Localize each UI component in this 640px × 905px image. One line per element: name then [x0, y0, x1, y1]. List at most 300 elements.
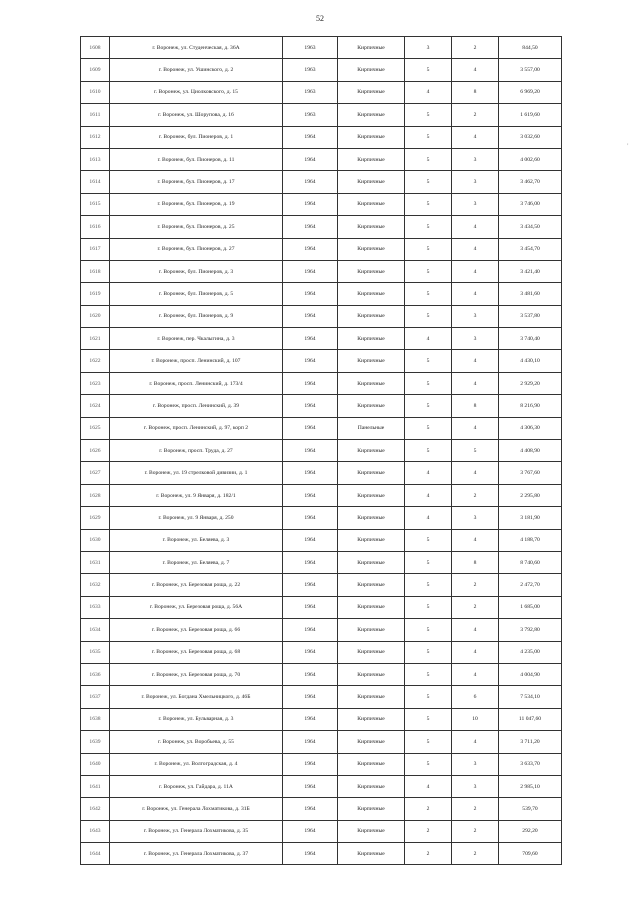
area-cell: 3 032,60 — [499, 126, 562, 148]
row-number-cell: 1624 — [81, 395, 110, 417]
entrances-cell: 2 — [452, 484, 499, 506]
entrances-cell: 4 — [452, 59, 499, 81]
table-row — [81, 283, 562, 305]
wall-material-cell: Кирпичные — [338, 462, 405, 484]
wall-material-cell: Кирпичные — [338, 731, 405, 753]
floors-cell: 2 — [405, 843, 452, 865]
entrances-cell: 4 — [452, 260, 499, 282]
table-row — [81, 305, 562, 327]
wall-material-cell: Кирпичные — [338, 171, 405, 193]
table-row — [81, 462, 562, 484]
floors-cell: 3 — [405, 37, 452, 59]
row-number-cell: 1614 — [81, 171, 110, 193]
year-built-cell: 1964 — [283, 193, 338, 215]
wall-material-cell: Кирпичные — [338, 126, 405, 148]
entrances-cell: 3 — [452, 305, 499, 327]
stray-mark: , — [627, 140, 629, 146]
area-cell: 3 454,70 — [499, 238, 562, 260]
table-row — [81, 641, 562, 663]
year-built-cell: 1964 — [283, 775, 338, 797]
floors-cell: 5 — [405, 619, 452, 641]
table-row — [81, 148, 562, 170]
wall-material-cell: Кирпичные — [338, 641, 405, 663]
address-cell: г. Воронеж, ул. 9 Января, д. 250 — [110, 507, 283, 529]
address-cell: г. Воронеж, ул. Воробьева, д. 55 — [110, 731, 283, 753]
entrances-cell: 3 — [452, 148, 499, 170]
row-number-cell: 1621 — [81, 328, 110, 350]
table-row — [81, 686, 562, 708]
area-cell: 4 430,10 — [499, 350, 562, 372]
entrances-cell: 2 — [452, 843, 499, 865]
area-cell: 3 746,00 — [499, 193, 562, 215]
row-number-cell: 1615 — [81, 193, 110, 215]
area-cell: 4 188,70 — [499, 529, 562, 551]
wall-material-cell: Кирпичные — [338, 663, 405, 685]
year-built-cell: 1964 — [283, 238, 338, 260]
floors-cell: 5 — [405, 59, 452, 81]
year-built-cell: 1964 — [283, 260, 338, 282]
floors-cell: 4 — [405, 775, 452, 797]
row-number-cell: 1643 — [81, 820, 110, 842]
area-cell: 3 633,70 — [499, 753, 562, 775]
wall-material-cell: Кирпичные — [338, 238, 405, 260]
year-built-cell: 1964 — [283, 507, 338, 529]
address-cell: г. Воронеж, ул. Генерала Лохматикова, д. 35 — [110, 820, 283, 842]
row-number-cell: 1623 — [81, 372, 110, 394]
area-cell: 3 434,50 — [499, 216, 562, 238]
address-cell: г. Воронеж, ул. Ушинского, д. 2 — [110, 59, 283, 81]
area-cell: 11 047,60 — [499, 708, 562, 730]
row-number-cell: 1617 — [81, 238, 110, 260]
year-built-cell: 1964 — [283, 798, 338, 820]
address-cell: г. Воронеж, ул. Бульварная, д. 3 — [110, 708, 283, 730]
area-cell: 4 002,60 — [499, 148, 562, 170]
floors-cell: 5 — [405, 350, 452, 372]
floors-cell: 5 — [405, 708, 452, 730]
table-row — [81, 328, 562, 350]
year-built-cell: 1964 — [283, 417, 338, 439]
area-cell: 1 619,60 — [499, 104, 562, 126]
address-cell: г. Воронеж, бул. Пионеров, д. 3 — [110, 260, 283, 282]
area-cell: 4 235,00 — [499, 641, 562, 663]
row-number-cell: 1630 — [81, 529, 110, 551]
row-number-cell: 1637 — [81, 686, 110, 708]
wall-material-cell: Кирпичные — [338, 529, 405, 551]
table-row — [81, 619, 562, 641]
row-number-cell: 1644 — [81, 843, 110, 865]
row-number-cell: 1618 — [81, 260, 110, 282]
entrances-cell: 3 — [452, 328, 499, 350]
year-built-cell: 1964 — [283, 283, 338, 305]
year-built-cell: 1964 — [283, 731, 338, 753]
address-cell: г. Воронеж, бул. Пионеров, д. 5 — [110, 283, 283, 305]
wall-material-cell: Кирпичные — [338, 820, 405, 842]
area-cell: 3 557,00 — [499, 59, 562, 81]
entrances-cell: 3 — [452, 507, 499, 529]
year-built-cell: 1964 — [283, 484, 338, 506]
floors-cell: 5 — [405, 193, 452, 215]
area-cell: 3 421,40 — [499, 260, 562, 282]
address-cell: г. Воронеж, бул. Пионеров, д. 17 — [110, 171, 283, 193]
address-cell: г. Воронеж, ул. Беляева, д. 7 — [110, 551, 283, 573]
address-cell: г. Воронеж, просп. Ленинский, д. 97, корп 2 — [110, 417, 283, 439]
row-number-cell: 1613 — [81, 148, 110, 170]
table-row — [81, 843, 562, 865]
year-built-cell: 1964 — [283, 574, 338, 596]
entrances-cell: 4 — [452, 216, 499, 238]
table-row — [81, 126, 562, 148]
table-row — [81, 37, 562, 59]
year-built-cell: 1964 — [283, 328, 338, 350]
year-built-cell: 1964 — [283, 619, 338, 641]
table-row — [81, 574, 562, 596]
wall-material-cell: Кирпичные — [338, 753, 405, 775]
year-built-cell: 1964 — [283, 596, 338, 618]
wall-material-cell: Кирпичные — [338, 193, 405, 215]
year-built-cell: 1964 — [283, 395, 338, 417]
entrances-cell: 8 — [452, 81, 499, 103]
year-built-cell: 1964 — [283, 820, 338, 842]
entrances-cell: 2 — [452, 820, 499, 842]
row-number-cell: 1634 — [81, 619, 110, 641]
entrances-cell: 4 — [452, 126, 499, 148]
year-built-cell: 1964 — [283, 663, 338, 685]
area-cell: 1 685,00 — [499, 596, 562, 618]
area-cell: 4 408,90 — [499, 440, 562, 462]
table-row — [81, 820, 562, 842]
entrances-cell: 3 — [452, 171, 499, 193]
floors-cell: 5 — [405, 417, 452, 439]
entrances-cell: 4 — [452, 462, 499, 484]
wall-material-cell: Кирпичные — [338, 395, 405, 417]
table-row — [81, 171, 562, 193]
table-row — [81, 753, 562, 775]
year-built-cell: 1964 — [283, 350, 338, 372]
table-row — [81, 663, 562, 685]
area-cell: 2 295,80 — [499, 484, 562, 506]
entrances-cell: 5 — [452, 440, 499, 462]
year-built-cell: 1964 — [283, 440, 338, 462]
area-cell: 3 537,80 — [499, 305, 562, 327]
table-row — [81, 238, 562, 260]
floors-cell: 5 — [405, 395, 452, 417]
entrances-cell: 4 — [452, 663, 499, 685]
address-cell: г. Воронеж, ул. Беляева, д. 3 — [110, 529, 283, 551]
area-cell: 3 481,60 — [499, 283, 562, 305]
area-cell: 3 792,80 — [499, 619, 562, 641]
address-cell: г. Воронеж, ул. Богдана Хмельницкого, д. 46Б — [110, 686, 283, 708]
entrances-cell: 2 — [452, 574, 499, 596]
floors-cell: 2 — [405, 798, 452, 820]
floors-cell: 5 — [405, 574, 452, 596]
floors-cell: 5 — [405, 171, 452, 193]
table-row — [81, 484, 562, 506]
wall-material-cell: Кирпичные — [338, 843, 405, 865]
row-number-cell: 1625 — [81, 417, 110, 439]
year-built-cell: 1964 — [283, 529, 338, 551]
entrances-cell: 6 — [452, 686, 499, 708]
row-number-cell: 1631 — [81, 551, 110, 573]
row-number-cell: 1633 — [81, 596, 110, 618]
row-number-cell: 1620 — [81, 305, 110, 327]
table-row — [81, 395, 562, 417]
area-cell: 844,50 — [499, 37, 562, 59]
floors-cell: 5 — [405, 596, 452, 618]
floors-cell: 5 — [405, 641, 452, 663]
entrances-cell: 4 — [452, 529, 499, 551]
row-number-cell: 1608 — [81, 37, 110, 59]
address-cell: г. Воронеж, бул. Пионеров, д. 11 — [110, 148, 283, 170]
area-cell: 292,20 — [499, 820, 562, 842]
table-row — [81, 708, 562, 730]
entrances-cell: 4 — [452, 417, 499, 439]
row-number-cell: 1640 — [81, 753, 110, 775]
area-cell: 3 740,40 — [499, 328, 562, 350]
table-row — [81, 440, 562, 462]
entrances-cell: 8 — [452, 395, 499, 417]
wall-material-cell: Кирпичные — [338, 440, 405, 462]
table-row — [81, 507, 562, 529]
address-cell: г. Воронеж, ул. Циолковского, д. 15 — [110, 81, 283, 103]
row-number-cell: 1638 — [81, 708, 110, 730]
table-row — [81, 372, 562, 394]
area-cell: 8 740,60 — [499, 551, 562, 573]
year-built-cell: 1964 — [283, 171, 338, 193]
wall-material-cell: Кирпичные — [338, 148, 405, 170]
area-cell: 2 985,10 — [499, 775, 562, 797]
floors-cell: 5 — [405, 753, 452, 775]
row-number-cell: 1609 — [81, 59, 110, 81]
housing-registry-table — [80, 36, 562, 865]
year-built-cell: 1963 — [283, 59, 338, 81]
wall-material-cell: Панельные — [338, 417, 405, 439]
row-number-cell: 1639 — [81, 731, 110, 753]
entrances-cell: 4 — [452, 731, 499, 753]
year-built-cell: 1964 — [283, 216, 338, 238]
area-cell: 3 711,20 — [499, 731, 562, 753]
wall-material-cell: Кирпичные — [338, 686, 405, 708]
wall-material-cell: Кирпичные — [338, 81, 405, 103]
table-row — [81, 260, 562, 282]
floors-cell: 4 — [405, 462, 452, 484]
address-cell: г. Воронеж, ул. Березовая роща, д. 56А — [110, 596, 283, 618]
table-body — [81, 37, 562, 865]
entrances-cell: 10 — [452, 708, 499, 730]
year-built-cell: 1964 — [283, 686, 338, 708]
row-number-cell: 1629 — [81, 507, 110, 529]
row-number-cell: 1635 — [81, 641, 110, 663]
row-number-cell: 1632 — [81, 574, 110, 596]
address-cell: г. Воронеж, ул. Гайдара, д. 11А — [110, 775, 283, 797]
floors-cell: 5 — [405, 551, 452, 573]
wall-material-cell: Кирпичные — [338, 59, 405, 81]
entrances-cell: 3 — [452, 193, 499, 215]
address-cell: г. Воронеж, пер. Чкалыгина, д. 3 — [110, 328, 283, 350]
wall-material-cell: Кирпичные — [338, 305, 405, 327]
area-cell: 7 534,10 — [499, 686, 562, 708]
row-number-cell: 1626 — [81, 440, 110, 462]
wall-material-cell: Кирпичные — [338, 350, 405, 372]
year-built-cell: 1964 — [283, 708, 338, 730]
table-row — [81, 596, 562, 618]
table-row — [81, 216, 562, 238]
entrances-cell: 8 — [452, 551, 499, 573]
wall-material-cell: Кирпичные — [338, 37, 405, 59]
area-cell: 3 181,90 — [499, 507, 562, 529]
address-cell: г. Воронеж, ул. 9 Января, д. 182/1 — [110, 484, 283, 506]
address-cell: г. Воронеж, бул. Пионеров, д. 9 — [110, 305, 283, 327]
year-built-cell: 1964 — [283, 148, 338, 170]
address-cell: г. Воронеж, бул. Пионеров, д. 27 — [110, 238, 283, 260]
table-row — [81, 104, 562, 126]
address-cell: г. Воронеж, ул. Шорупова, д. 16 — [110, 104, 283, 126]
area-cell: 539,70 — [499, 798, 562, 820]
address-cell: г. Воронеж, просп. Ленинский, д. 39 — [110, 395, 283, 417]
year-built-cell: 1964 — [283, 372, 338, 394]
floors-cell: 5 — [405, 305, 452, 327]
row-number-cell: 1636 — [81, 663, 110, 685]
address-cell: г. Воронеж, ул. Березовая роща, д. 70 — [110, 663, 283, 685]
floors-cell: 5 — [405, 283, 452, 305]
table-row — [81, 529, 562, 551]
entrances-cell: 3 — [452, 775, 499, 797]
floors-cell: 4 — [405, 328, 452, 350]
entrances-cell: 4 — [452, 619, 499, 641]
wall-material-cell: Кирпичные — [338, 328, 405, 350]
year-built-cell: 1963 — [283, 104, 338, 126]
address-cell: г. Воронеж, бул. Пионеров, д. 1 — [110, 126, 283, 148]
row-number-cell: 1627 — [81, 462, 110, 484]
wall-material-cell: Кирпичные — [338, 507, 405, 529]
floors-cell: 5 — [405, 731, 452, 753]
address-cell: г. Воронеж, ул. Березовая роща, д. 66 — [110, 619, 283, 641]
area-cell: 6 969,20 — [499, 81, 562, 103]
wall-material-cell: Кирпичные — [338, 283, 405, 305]
table-row — [81, 798, 562, 820]
floors-cell: 4 — [405, 81, 452, 103]
row-number-cell: 1612 — [81, 126, 110, 148]
floors-cell: 5 — [405, 104, 452, 126]
address-cell: г. Воронеж, ул. Березовая роща, д. 68 — [110, 641, 283, 663]
wall-material-cell: Кирпичные — [338, 372, 405, 394]
area-cell: 8 216,90 — [499, 395, 562, 417]
entrances-cell: 2 — [452, 104, 499, 126]
year-built-cell: 1963 — [283, 37, 338, 59]
floors-cell: 5 — [405, 372, 452, 394]
wall-material-cell: Кирпичные — [338, 798, 405, 820]
entrances-cell: 4 — [452, 238, 499, 260]
address-cell: г. Воронеж, просп. Труда, д. 27 — [110, 440, 283, 462]
wall-material-cell: Кирпичные — [338, 216, 405, 238]
row-number-cell: 1642 — [81, 798, 110, 820]
table-row — [81, 350, 562, 372]
floors-cell: 5 — [405, 126, 452, 148]
area-cell: 709,60 — [499, 843, 562, 865]
entrances-cell: 4 — [452, 372, 499, 394]
entrances-cell: 3 — [452, 753, 499, 775]
address-cell: г. Воронеж, ул. Волгоградская, д. 4 — [110, 753, 283, 775]
year-built-cell: 1964 — [283, 753, 338, 775]
entrances-cell: 2 — [452, 37, 499, 59]
floors-cell: 5 — [405, 529, 452, 551]
wall-material-cell: Кирпичные — [338, 596, 405, 618]
page-number: 52 — [316, 14, 324, 23]
row-number-cell: 1628 — [81, 484, 110, 506]
wall-material-cell: Кирпичные — [338, 260, 405, 282]
address-cell: г. Воронеж, ул. Березовая роща, д. 22 — [110, 574, 283, 596]
wall-material-cell: Кирпичные — [338, 708, 405, 730]
address-cell: г. Воронеж, ул. Генерала Лохматикова, д. 31Б — [110, 798, 283, 820]
row-number-cell: 1611 — [81, 104, 110, 126]
row-number-cell: 1641 — [81, 775, 110, 797]
area-cell: 2 929,20 — [499, 372, 562, 394]
year-built-cell: 1964 — [283, 305, 338, 327]
row-number-cell: 1616 — [81, 216, 110, 238]
floors-cell: 5 — [405, 440, 452, 462]
row-number-cell: 1619 — [81, 283, 110, 305]
table-row — [81, 731, 562, 753]
address-cell: г. Воронеж, ул. 19 стрелковой дивизии, д. 1 — [110, 462, 283, 484]
table-row — [81, 193, 562, 215]
wall-material-cell: Кирпичные — [338, 619, 405, 641]
year-built-cell: 1964 — [283, 551, 338, 573]
entrances-cell: 2 — [452, 596, 499, 618]
area-cell: 4 306,30 — [499, 417, 562, 439]
table-row — [81, 81, 562, 103]
address-cell: г. Воронеж, ул. Генерала Лохматикова, д. 37 — [110, 843, 283, 865]
floors-cell: 5 — [405, 260, 452, 282]
floors-cell: 5 — [405, 238, 452, 260]
floors-cell: 5 — [405, 148, 452, 170]
address-cell: г. Воронеж, просп. Ленинский, д. 173/4 — [110, 372, 283, 394]
year-built-cell: 1964 — [283, 641, 338, 663]
year-built-cell: 1964 — [283, 843, 338, 865]
table-row — [81, 775, 562, 797]
year-built-cell: 1963 — [283, 81, 338, 103]
wall-material-cell: Кирпичные — [338, 574, 405, 596]
entrances-cell: 4 — [452, 641, 499, 663]
table-row — [81, 59, 562, 81]
area-cell: 3 462,70 — [499, 171, 562, 193]
floors-cell: 4 — [405, 484, 452, 506]
floors-cell: 2 — [405, 820, 452, 842]
entrances-cell: 4 — [452, 283, 499, 305]
address-cell: г. Воронеж, ул. Студенческая, д. 36А — [110, 37, 283, 59]
area-cell: 3 767,60 — [499, 462, 562, 484]
area-cell: 4 004,90 — [499, 663, 562, 685]
entrances-cell: 4 — [452, 350, 499, 372]
floors-cell: 5 — [405, 216, 452, 238]
area-cell: 2 472,70 — [499, 574, 562, 596]
address-cell: г. Воронеж, просп. Ленинский, д. 107 — [110, 350, 283, 372]
year-built-cell: 1964 — [283, 126, 338, 148]
table-row — [81, 551, 562, 573]
row-number-cell: 1622 — [81, 350, 110, 372]
floors-cell: 4 — [405, 507, 452, 529]
entrances-cell: 2 — [452, 798, 499, 820]
wall-material-cell: Кирпичные — [338, 775, 405, 797]
year-built-cell: 1964 — [283, 462, 338, 484]
address-cell: г. Воронеж, бул. Пионеров, д. 25 — [110, 216, 283, 238]
table-row — [81, 417, 562, 439]
row-number-cell: 1610 — [81, 81, 110, 103]
wall-material-cell: Кирпичные — [338, 484, 405, 506]
wall-material-cell: Кирпичные — [338, 551, 405, 573]
address-cell: г. Воронеж, бул. Пионеров, д. 19 — [110, 193, 283, 215]
wall-material-cell: Кирпичные — [338, 104, 405, 126]
floors-cell: 5 — [405, 663, 452, 685]
floors-cell: 5 — [405, 686, 452, 708]
